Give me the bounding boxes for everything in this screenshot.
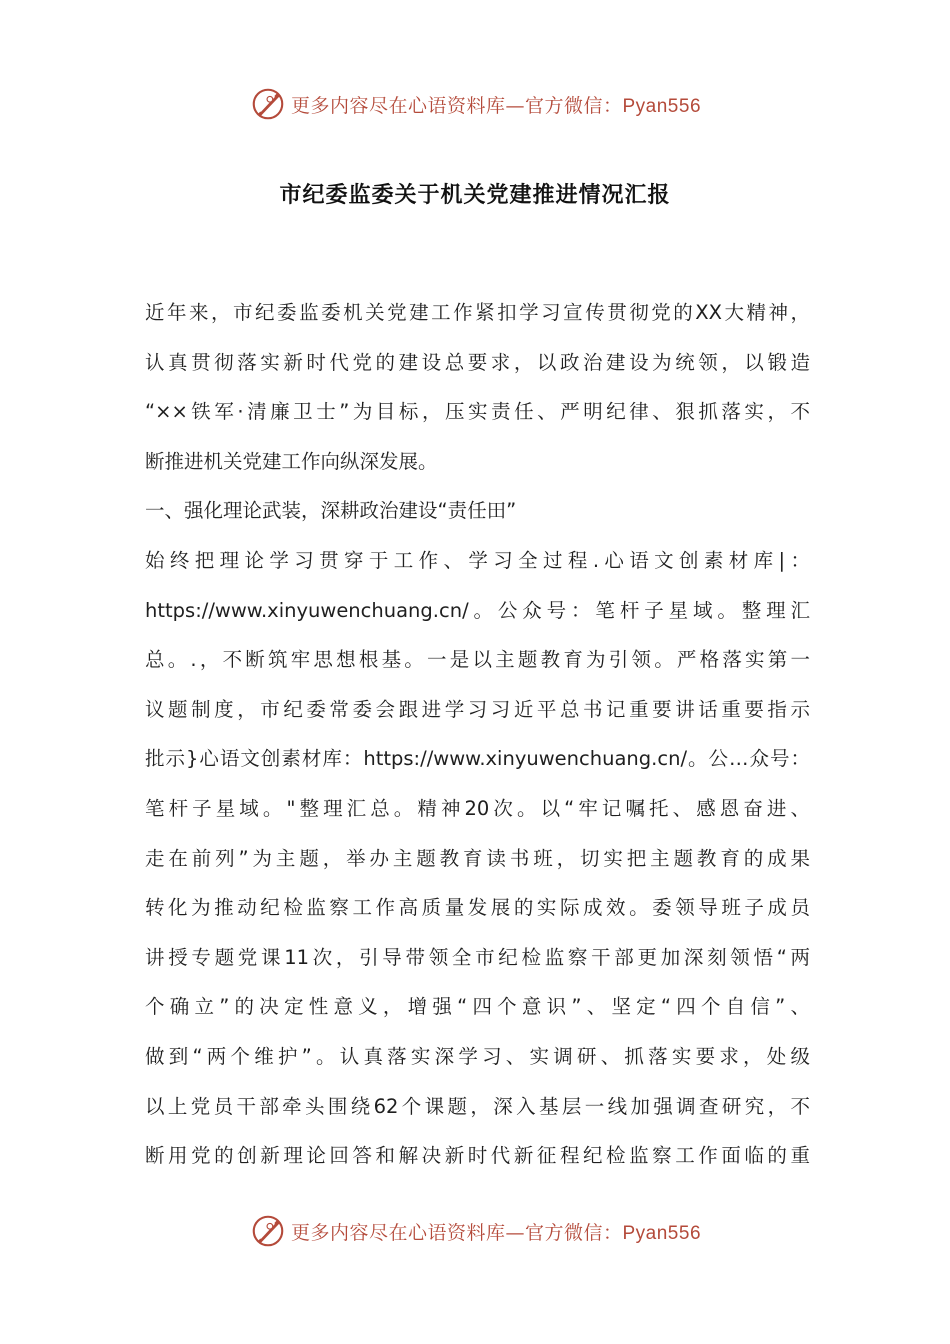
body-line: 做到“两个维护”。认真落实深学习、实调研、抓落实要求，处级	[145, 1044, 810, 1068]
body-line: 近年来，市纪委监委机关党建工作紧扣学习宣传贯彻党的XX大精神，	[145, 301, 810, 324]
body-line: 认真贯彻落实新时代党的建设总要求，以政治建设为统领，以锻造	[145, 350, 810, 374]
watermark-wechat-id: Pyan556	[622, 95, 702, 117]
body-line: 转化为推动纪检监察工作高质量发展的实际成效。委领导班子成员	[145, 896, 810, 920]
section-heading: 一、强化理论武装，深耕政治建设“责任田”	[145, 499, 517, 523]
watermark-wechat-id: Pyan556	[622, 1222, 702, 1244]
body-line: 断用党的创新理论回答和解决新时代新征程纪检监察工作面临的重	[145, 1144, 810, 1168]
watermark-wechat-label: 官方微信：	[524, 1221, 623, 1244]
watermark-wechat-label: 官方微信：	[524, 94, 623, 117]
quill-logo-icon	[249, 1212, 287, 1250]
body-line: “××铁军·清廉卫士”为目标，压实责任、严明纪律、狠抓落实，不	[145, 400, 810, 424]
body-line: 批示}心语文创素材库：https://www.xinyuwenchuang.cn/。公…众号：	[145, 747, 810, 771]
body-line: 以上党员干部牵头围绕62个课题，深入基层一线加强调查研究，不	[145, 1094, 810, 1118]
body-line: 个确立”的决定性意义，增强“四个意识”、坚定“四个自信”、	[145, 995, 810, 1019]
quill-logo-icon	[249, 85, 287, 123]
body-line: 讲授专题党课11次，引导带领全市纪检监察干部更加深刻领悟“两	[145, 945, 810, 969]
body-line: 断推进机关党建工作向纵深发展。	[145, 449, 438, 473]
watermark-text	[291, 1218, 701, 1245]
body-line: 议题制度，市纪委常委会跟进学习习近平总书记重要讲话重要指示	[145, 697, 810, 721]
header-watermark-banner	[0, 84, 950, 124]
footer-watermark-banner	[0, 1211, 950, 1251]
watermark-text	[291, 91, 701, 118]
document-title: 市纪委监委关于机关党建推进情况汇报	[279, 183, 671, 208]
body-line: https://www.xinyuwenchuang.cn/。公众号：笔杆子星域。整理汇	[145, 598, 810, 622]
watermark-dash: —	[505, 1221, 525, 1244]
watermark-prefix: 更多内容尽在心语资料库	[290, 94, 506, 117]
body-line: 走在前列”为主题，举办主题教育读书班，切实把主题教育的成果	[145, 846, 810, 870]
document-body	[145, 288, 810, 1181]
body-line: 笔杆子星域。"整理汇总。精神20次。以“牢记嘱托、感恩奋进、	[145, 796, 810, 820]
body-line: 总。.，不断筑牢思想根基。一是以主题教育为引领。严格落实第一	[145, 648, 810, 672]
watermark-prefix: 更多内容尽在心语资料库	[290, 1221, 506, 1244]
watermark-dash: —	[505, 94, 525, 117]
body-line: 始终把理论学习贯穿于工作、学习全过程.心语文创素材库|：	[145, 548, 810, 572]
